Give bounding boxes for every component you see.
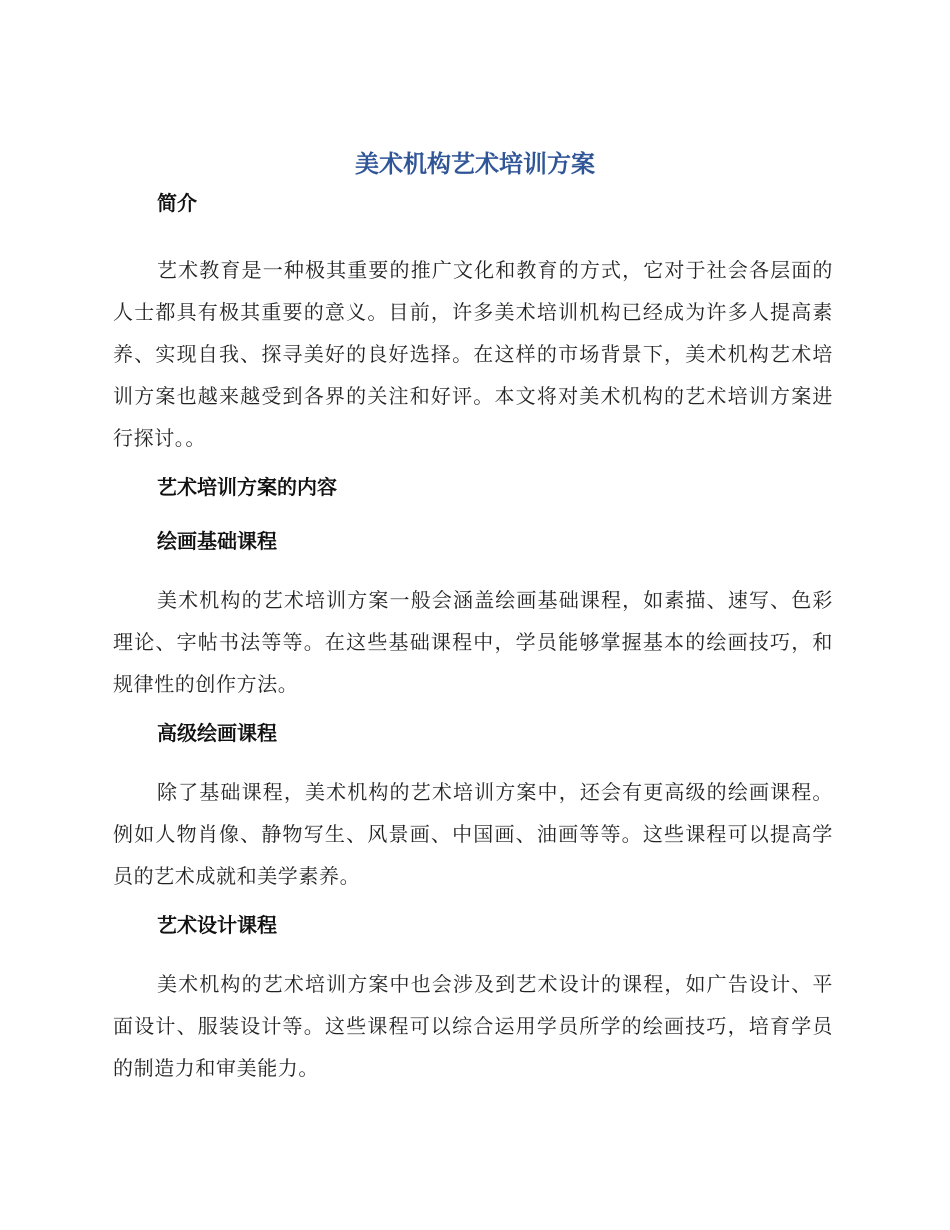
section-heading-design-course: 艺术设计课程 xyxy=(157,913,277,937)
document-title: 美术机构艺术培训方案 xyxy=(355,150,595,178)
section-paragraph-advanced-course: 除了基础课程，美术机构的艺术培训方案中，还会有更高级的绘画课程。例如人物肖像、静物写生、风景画、中国画、油画等等。这些课程可以提高学员的艺术成就和美学素养。 xyxy=(113,780,833,888)
section-paragraph-basic-course: 美术机构的艺术培训方案一般会涵盖绘画基础课程，如素描、速写、色彩理论、字帖书法等等。在这些基础课程中，学员能够掌握基本的绘画技巧，和规律性的创作方法。 xyxy=(113,588,833,696)
section-paragraph-intro: 艺术教育是一种极其重要的推广文化和教育的方式，它对于社会各层面的人士都具有极其重要的意义。目前，许多美术培训机构已经成为许多人提高素养、实现自我、探寻美好的良好选择。在这样的市场背景下，美术机构艺术培训方案也越来越受到各界的关注和好评。本文将对美术机构的艺术培训方案进行探讨。。 xyxy=(113,258,833,450)
section-heading-intro: 简介 xyxy=(157,191,197,215)
section-heading-advanced-course: 高级绘画课程 xyxy=(157,721,277,745)
section-heading-basic-course: 绘画基础课程 xyxy=(157,529,277,553)
section-heading-content: 艺术培训方案的内容 xyxy=(157,475,337,499)
document-body xyxy=(113,187,833,1089)
section-paragraph-design-course: 美术机构的艺术培训方案中也会涉及到艺术设计的课程，如广告设计、平面设计、服装设计等。这些课程可以综合运用学员所学的绘画技巧，培育学员的制造力和审美能力。 xyxy=(113,972,833,1080)
